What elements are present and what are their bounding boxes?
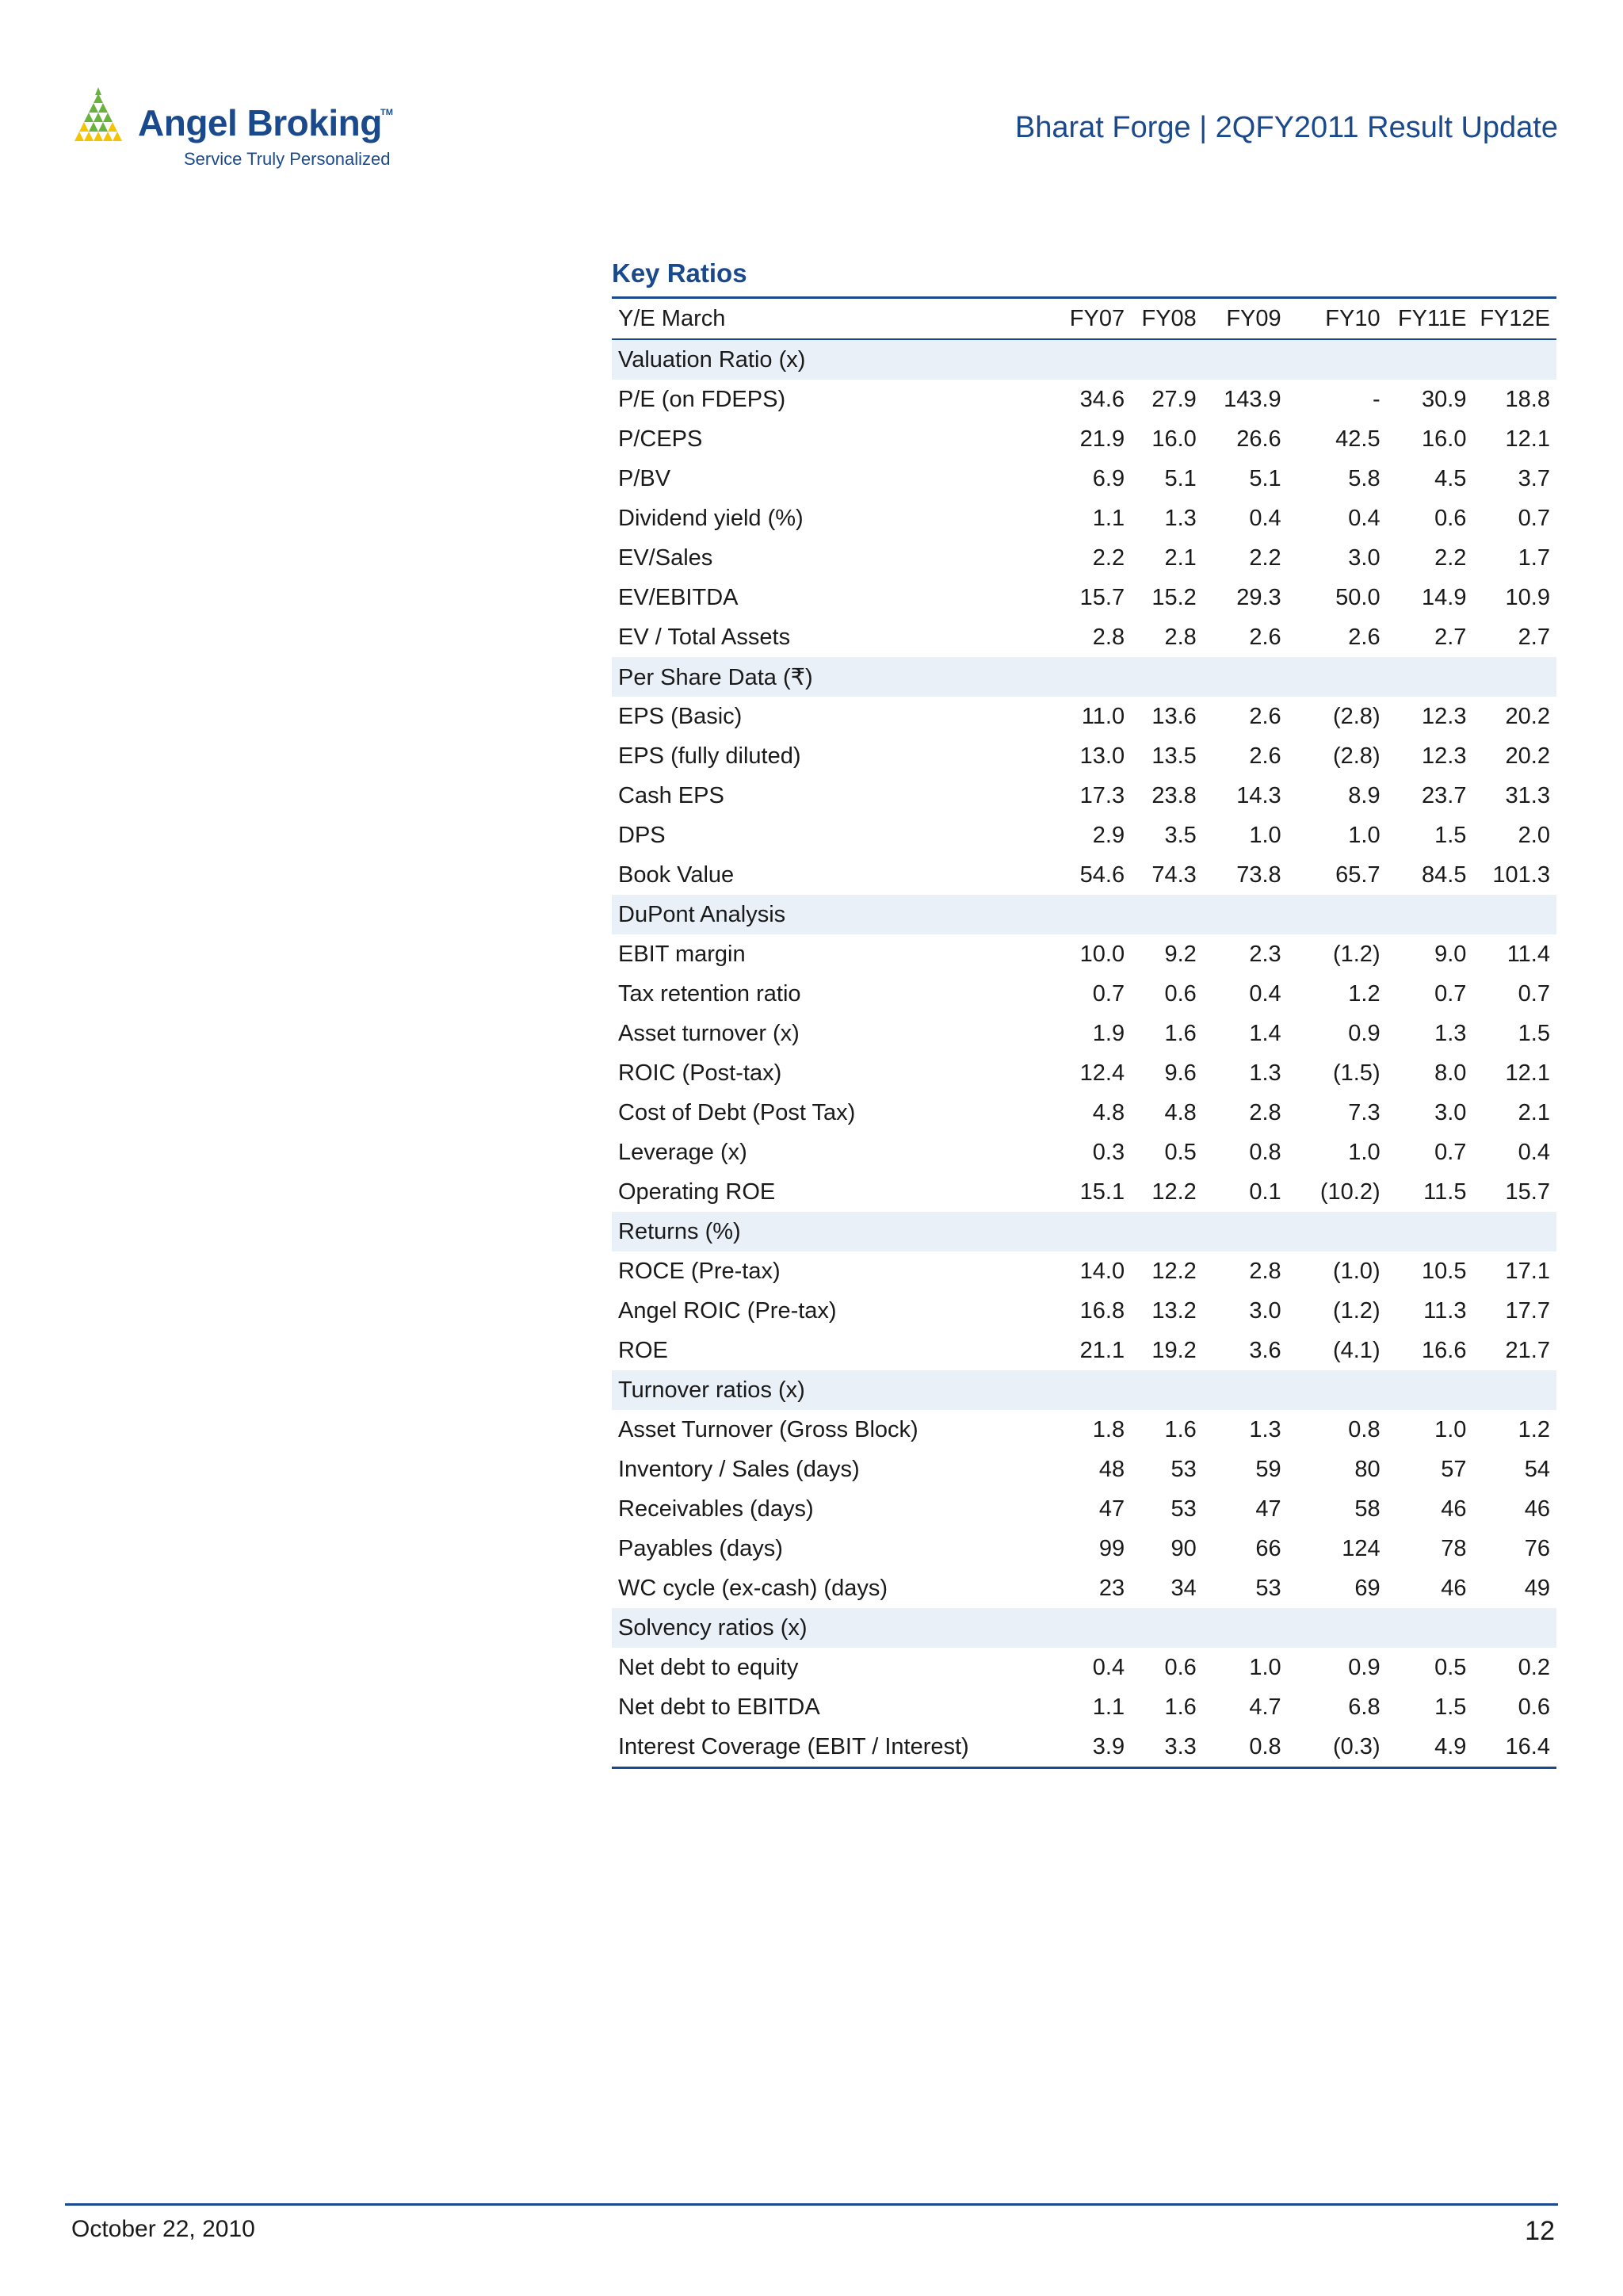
cell-value: 0.8 <box>1249 1139 1281 1165</box>
cell-value: 0.9 <box>1348 1020 1381 1046</box>
row-label: Payables (days) <box>618 1535 783 1561</box>
section-label: Valuation Ratio (x) <box>612 339 1556 380</box>
cell-value: 0.6 <box>1434 505 1467 531</box>
cell-value: 2.2 <box>1249 544 1281 571</box>
cell-value: 9.2 <box>1164 941 1197 967</box>
table-row <box>612 1172 1556 1212</box>
cell-value: (1.2) <box>1332 1297 1381 1324</box>
cell-value: 20.2 <box>1505 703 1550 729</box>
cell-value: 4.8 <box>1092 1099 1125 1125</box>
cell-value: 78 <box>1441 1535 1467 1561</box>
table-row <box>612 1687 1556 1727</box>
cell-value: 58 <box>1354 1496 1381 1522</box>
cell-value: 2.6 <box>1348 624 1381 650</box>
cell-value: 53 <box>1170 1456 1197 1482</box>
cell-value: (2.8) <box>1332 703 1381 729</box>
cell-value: 0.7 <box>1434 980 1467 1007</box>
table-row <box>612 1450 1556 1489</box>
cell-value: 0.6 <box>1518 1694 1550 1720</box>
cell-value: 1.1 <box>1092 505 1125 531</box>
cell-value: 11.4 <box>1507 941 1550 967</box>
section-label: Turnover ratios (x) <box>612 1370 1556 1410</box>
cell-value: 1.0 <box>1348 822 1381 848</box>
cell-value: 53 <box>1255 1575 1281 1601</box>
cell-value: 9.0 <box>1434 941 1467 967</box>
cell-value: 18.8 <box>1505 386 1550 412</box>
cell-value: (1.2) <box>1332 941 1381 967</box>
cell-value: 1.0 <box>1249 822 1281 848</box>
cell-value: 4.7 <box>1249 1694 1281 1720</box>
cell-value: 8.9 <box>1348 782 1381 808</box>
table-row <box>612 617 1556 657</box>
cell-value: 11.5 <box>1423 1179 1467 1205</box>
logo-brand-name: Angel Broking <box>138 102 382 143</box>
cell-value: 23.8 <box>1151 782 1197 808</box>
cell-value: 50.0 <box>1335 584 1381 610</box>
table-row <box>612 459 1556 499</box>
table-row <box>612 1291 1556 1331</box>
cell-value: 73.8 <box>1236 861 1281 888</box>
cell-value: 10.5 <box>1422 1258 1467 1284</box>
cell-value: 0.4 <box>1348 505 1381 531</box>
row-label: Net debt to EBITDA <box>618 1694 820 1720</box>
cell-value: 0.4 <box>1518 1139 1550 1165</box>
cell-value: 21.7 <box>1505 1337 1550 1363</box>
cell-value: 1.5 <box>1434 822 1467 848</box>
cell-value: 2.8 <box>1092 624 1125 650</box>
cell-value: 12.3 <box>1422 703 1467 729</box>
cell-value: 1.6 <box>1164 1694 1197 1720</box>
cell-value: 2.8 <box>1249 1099 1281 1125</box>
cell-value: 0.7 <box>1434 1139 1467 1165</box>
row-label: EV/Sales <box>618 544 713 571</box>
cell-value: 3.0 <box>1249 1297 1281 1324</box>
table-row <box>612 1410 1556 1450</box>
cell-value: (0.3) <box>1332 1733 1381 1759</box>
cell-value: 3.0 <box>1348 544 1381 571</box>
table-row <box>612 776 1556 816</box>
cell-value: 0.6 <box>1164 980 1197 1007</box>
row-label: EV/EBITDA <box>618 584 739 610</box>
cell-value: 17.7 <box>1505 1297 1550 1324</box>
cell-value: 0.5 <box>1164 1139 1197 1165</box>
cell-value: - <box>1372 386 1381 412</box>
cell-value: 21.9 <box>1079 426 1125 452</box>
cell-value: 3.6 <box>1249 1337 1281 1363</box>
column-header-label: Y/E March <box>618 305 726 331</box>
cell-value: 0.8 <box>1348 1416 1381 1442</box>
table-row <box>612 1331 1556 1370</box>
cell-value: 1.5 <box>1518 1020 1550 1046</box>
section-row <box>612 1370 1556 1410</box>
cell-value: 47 <box>1255 1496 1281 1522</box>
cell-value: 101.3 <box>1492 861 1550 888</box>
cell-value: 11.0 <box>1081 703 1125 729</box>
column-header-year: FY11E <box>1397 305 1467 331</box>
table-row <box>612 1529 1556 1568</box>
cell-value: 2.7 <box>1434 624 1467 650</box>
cell-value: 29.3 <box>1236 584 1281 610</box>
cell-value: 2.7 <box>1518 624 1550 650</box>
table-row <box>612 974 1556 1014</box>
cell-value: 12.2 <box>1151 1258 1197 1284</box>
cell-value: 1.5 <box>1434 1694 1467 1720</box>
table-body <box>612 339 1556 1768</box>
angel-broking-logo <box>68 84 401 171</box>
cell-value: 13.5 <box>1151 743 1197 769</box>
section-label: Solvency ratios (x) <box>612 1608 1556 1648</box>
cell-value: 2.1 <box>1518 1099 1550 1125</box>
cell-value: 12.1 <box>1505 1060 1550 1086</box>
section-row <box>612 339 1556 380</box>
row-label: Dividend yield (%) <box>618 505 804 531</box>
cell-value: 13.2 <box>1151 1297 1197 1324</box>
cell-value: 143.9 <box>1224 386 1281 412</box>
cell-value: 10.9 <box>1505 584 1550 610</box>
row-label: Book Value <box>618 861 735 888</box>
cell-value: 80 <box>1354 1456 1381 1482</box>
cell-value: 0.4 <box>1092 1654 1125 1680</box>
section-row <box>612 1212 1556 1251</box>
cell-value: (2.8) <box>1332 743 1381 769</box>
cell-value: 90 <box>1170 1535 1197 1561</box>
table-row <box>612 816 1556 855</box>
table-row <box>612 1133 1556 1172</box>
column-header-year: FY08 <box>1141 305 1197 331</box>
section-title: Key Ratios <box>612 258 747 288</box>
cell-value: 16.6 <box>1422 1337 1467 1363</box>
cell-value: 16.0 <box>1151 426 1197 452</box>
cell-value: 2.9 <box>1092 822 1125 848</box>
cell-value: 1.0 <box>1348 1139 1381 1165</box>
cell-value: 31.3 <box>1505 782 1550 808</box>
cell-value: 2.0 <box>1518 822 1550 848</box>
page-number: 12 <box>1525 2216 1555 2246</box>
cell-value: 17.3 <box>1079 782 1125 808</box>
section-label: Returns (%) <box>612 1212 1556 1251</box>
logo-tagline: Service Truly Personalized <box>184 149 391 169</box>
cell-value: 21.1 <box>1079 1337 1125 1363</box>
cell-value: 0.2 <box>1518 1654 1550 1680</box>
cell-value: 2.6 <box>1249 624 1281 650</box>
table-row <box>612 419 1556 459</box>
cell-value: 1.6 <box>1164 1020 1197 1046</box>
cell-value: 14.9 <box>1422 584 1467 610</box>
footer-date: October 22, 2010 <box>71 2216 255 2242</box>
cell-value: 10.0 <box>1079 941 1125 967</box>
cell-value: 54.6 <box>1079 861 1125 888</box>
cell-value: 5.1 <box>1249 465 1281 491</box>
cell-value: 3.0 <box>1434 1099 1467 1125</box>
cell-value: 0.5 <box>1434 1654 1467 1680</box>
table-row <box>612 538 1556 578</box>
cell-value: 2.8 <box>1164 624 1197 650</box>
cell-value: 59 <box>1255 1456 1281 1482</box>
column-header-year: FY09 <box>1226 305 1281 331</box>
section-label: Per Share Data (₹) <box>612 657 1556 697</box>
cell-value: 7.3 <box>1348 1099 1381 1125</box>
cell-value: 2.6 <box>1249 743 1281 769</box>
row-label: Inventory / Sales (days) <box>618 1456 860 1482</box>
cell-value: 4.5 <box>1434 465 1467 491</box>
cell-value: 27.9 <box>1151 386 1197 412</box>
row-label: Cost of Debt (Post Tax) <box>618 1099 856 1125</box>
cell-value: 5.1 <box>1164 465 1197 491</box>
table-row <box>612 855 1556 895</box>
cell-value: 2.1 <box>1164 544 1197 571</box>
cell-value: (10.2) <box>1319 1179 1381 1205</box>
cell-value: 47 <box>1098 1496 1125 1522</box>
cell-value: 0.4 <box>1249 505 1281 531</box>
cell-value: 3.9 <box>1092 1733 1125 1759</box>
cell-value: 30.9 <box>1422 386 1467 412</box>
cell-value: 15.7 <box>1505 1179 1550 1205</box>
table-header-row <box>612 298 1556 340</box>
cell-value: 12.4 <box>1079 1060 1125 1086</box>
cell-value: 13.6 <box>1151 703 1197 729</box>
cell-value: 16.4 <box>1505 1733 1550 1759</box>
cell-value: 34 <box>1170 1575 1197 1601</box>
table-row <box>612 380 1556 419</box>
row-label: DPS <box>618 822 666 848</box>
cell-value: 0.3 <box>1092 1139 1125 1165</box>
cell-value: (1.5) <box>1332 1060 1381 1086</box>
cell-value: 46 <box>1441 1575 1467 1601</box>
table-row <box>612 1568 1556 1608</box>
cell-value: 1.1 <box>1092 1694 1125 1720</box>
cell-value: 26.6 <box>1236 426 1281 452</box>
report-title: Bharat Forge | 2QFY2011 Result Update <box>1014 111 1558 144</box>
row-label: Interest Coverage (EBIT / Interest) <box>618 1733 969 1759</box>
cell-value: 1.3 <box>1249 1416 1281 1442</box>
cell-value: 3.5 <box>1164 822 1197 848</box>
row-label: Leverage (x) <box>618 1139 747 1165</box>
cell-value: 13.0 <box>1079 743 1125 769</box>
row-label: Angel ROIC (Pre-tax) <box>618 1297 837 1324</box>
cell-value: 0.7 <box>1092 980 1125 1007</box>
table-row <box>612 1251 1556 1291</box>
cell-value: 11.3 <box>1423 1297 1467 1324</box>
row-label: P/CEPS <box>618 426 703 452</box>
cell-value: 74.3 <box>1151 861 1197 888</box>
section-row <box>612 895 1556 934</box>
cell-value: 0.7 <box>1518 980 1550 1007</box>
logo-trademark: TM <box>380 108 393 117</box>
cell-value: 0.8 <box>1249 1733 1281 1759</box>
cell-value: 6.8 <box>1348 1694 1381 1720</box>
row-label: Net debt to equity <box>618 1654 799 1680</box>
cell-value: 69 <box>1354 1575 1381 1601</box>
cell-value: 2.6 <box>1249 703 1281 729</box>
cell-value: 15.7 <box>1079 584 1125 610</box>
row-label: EPS (fully diluted) <box>618 743 801 769</box>
cell-value: 1.3 <box>1164 505 1197 531</box>
row-label: Tax retention ratio <box>618 980 801 1007</box>
column-header-year: FY07 <box>1069 305 1125 331</box>
row-label: WC cycle (ex-cash) (days) <box>618 1575 888 1601</box>
cell-value: 15.1 <box>1079 1179 1125 1205</box>
row-label: ROE <box>618 1337 668 1363</box>
cell-value: 0.1 <box>1249 1179 1281 1205</box>
key-ratios-table <box>612 296 1556 1769</box>
cell-value: 23.7 <box>1422 782 1467 808</box>
row-label: ROCE (Pre-tax) <box>618 1258 781 1284</box>
cell-value: 4.9 <box>1434 1733 1467 1759</box>
cell-value: 0.9 <box>1348 1654 1381 1680</box>
cell-value: 2.3 <box>1249 941 1281 967</box>
row-label: Cash EPS <box>618 782 724 808</box>
cell-value: 12.3 <box>1422 743 1467 769</box>
table-row <box>612 1489 1556 1529</box>
table-row <box>612 934 1556 974</box>
cell-value: 6.9 <box>1092 465 1125 491</box>
cell-value: 54 <box>1524 1456 1550 1482</box>
table-row <box>612 697 1556 736</box>
cell-value: 1.6 <box>1164 1416 1197 1442</box>
cell-value: 1.9 <box>1092 1020 1125 1046</box>
cell-value: 16.8 <box>1079 1297 1125 1324</box>
section-label: DuPont Analysis <box>612 895 1556 934</box>
row-label: Receivables (days) <box>618 1496 814 1522</box>
table-row <box>612 499 1556 538</box>
cell-value: 76 <box>1524 1535 1550 1561</box>
row-label: ROIC (Post-tax) <box>618 1060 782 1086</box>
cell-value: 3.7 <box>1518 465 1550 491</box>
cell-value: 2.8 <box>1249 1258 1281 1284</box>
row-label: EPS (Basic) <box>618 703 743 729</box>
cell-value: 42.5 <box>1335 426 1381 452</box>
table-row <box>612 1648 1556 1687</box>
cell-value: 124 <box>1342 1535 1381 1561</box>
cell-value: 66 <box>1255 1535 1281 1561</box>
cell-value: 4.8 <box>1164 1099 1197 1125</box>
cell-value: 1.4 <box>1249 1020 1281 1046</box>
cell-value: 99 <box>1098 1535 1125 1561</box>
cell-value: 12.2 <box>1151 1179 1197 1205</box>
cell-value: 57 <box>1441 1456 1467 1482</box>
cell-value: (4.1) <box>1332 1337 1381 1363</box>
cell-value: 3.3 <box>1164 1733 1197 1759</box>
cell-value: 19.2 <box>1151 1337 1197 1363</box>
cell-value: 53 <box>1170 1496 1197 1522</box>
cell-value: 49 <box>1524 1575 1550 1601</box>
cell-value: 84.5 <box>1422 861 1467 888</box>
cell-value: 0.4 <box>1249 980 1281 1007</box>
cell-value: 20.2 <box>1505 743 1550 769</box>
cell-value: 14.0 <box>1079 1258 1125 1284</box>
cell-value: 5.8 <box>1348 465 1381 491</box>
cell-value: 2.2 <box>1434 544 1467 571</box>
cell-value: 1.7 <box>1518 544 1550 571</box>
cell-value: 2.2 <box>1092 544 1125 571</box>
footer-divider <box>65 2203 1558 2206</box>
cell-value: 1.0 <box>1434 1416 1467 1442</box>
cell-value: 46 <box>1524 1496 1550 1522</box>
row-label: Asset turnover (x) <box>618 1020 800 1046</box>
cell-value: 17.1 <box>1505 1258 1550 1284</box>
section-row <box>612 1608 1556 1648</box>
table-row <box>612 1053 1556 1093</box>
cell-value: 1.2 <box>1518 1416 1550 1442</box>
column-header-year: FY12E <box>1480 305 1550 331</box>
cell-value: 23 <box>1098 1575 1125 1601</box>
cell-value: 0.6 <box>1164 1654 1197 1680</box>
cell-value: 8.0 <box>1434 1060 1467 1086</box>
cell-value: 46 <box>1441 1496 1467 1522</box>
cell-value: 14.3 <box>1236 782 1281 808</box>
cell-value: 34.6 <box>1079 386 1125 412</box>
cell-value: (1.0) <box>1332 1258 1381 1284</box>
cell-value: 12.1 <box>1505 426 1550 452</box>
row-label: P/BV <box>618 465 671 491</box>
row-label: EBIT margin <box>618 941 746 967</box>
cell-value: 1.8 <box>1092 1416 1125 1442</box>
cell-value: 65.7 <box>1335 861 1381 888</box>
cell-value: 1.2 <box>1348 980 1381 1007</box>
row-label: EV / Total Assets <box>618 624 791 650</box>
cell-value: 9.6 <box>1164 1060 1197 1086</box>
cell-value: 15.2 <box>1151 584 1197 610</box>
cell-value: 1.0 <box>1249 1654 1281 1680</box>
table-row <box>612 736 1556 776</box>
cell-value: 1.3 <box>1249 1060 1281 1086</box>
table-row <box>612 1727 1556 1768</box>
triangle-logo-icon <box>68 84 132 147</box>
cell-value: 16.0 <box>1422 426 1467 452</box>
table-row <box>612 1093 1556 1133</box>
row-label: P/E (on FDEPS) <box>618 386 786 412</box>
cell-value: 48 <box>1098 1456 1125 1482</box>
table-row <box>612 578 1556 617</box>
cell-value: 1.3 <box>1434 1020 1467 1046</box>
row-label: Operating ROE <box>618 1179 776 1205</box>
section-row <box>612 657 1556 697</box>
row-label: Asset Turnover (Gross Block) <box>618 1416 918 1442</box>
column-header-year: FY10 <box>1325 305 1381 331</box>
table-row <box>612 1014 1556 1053</box>
cell-value: 0.7 <box>1518 505 1550 531</box>
